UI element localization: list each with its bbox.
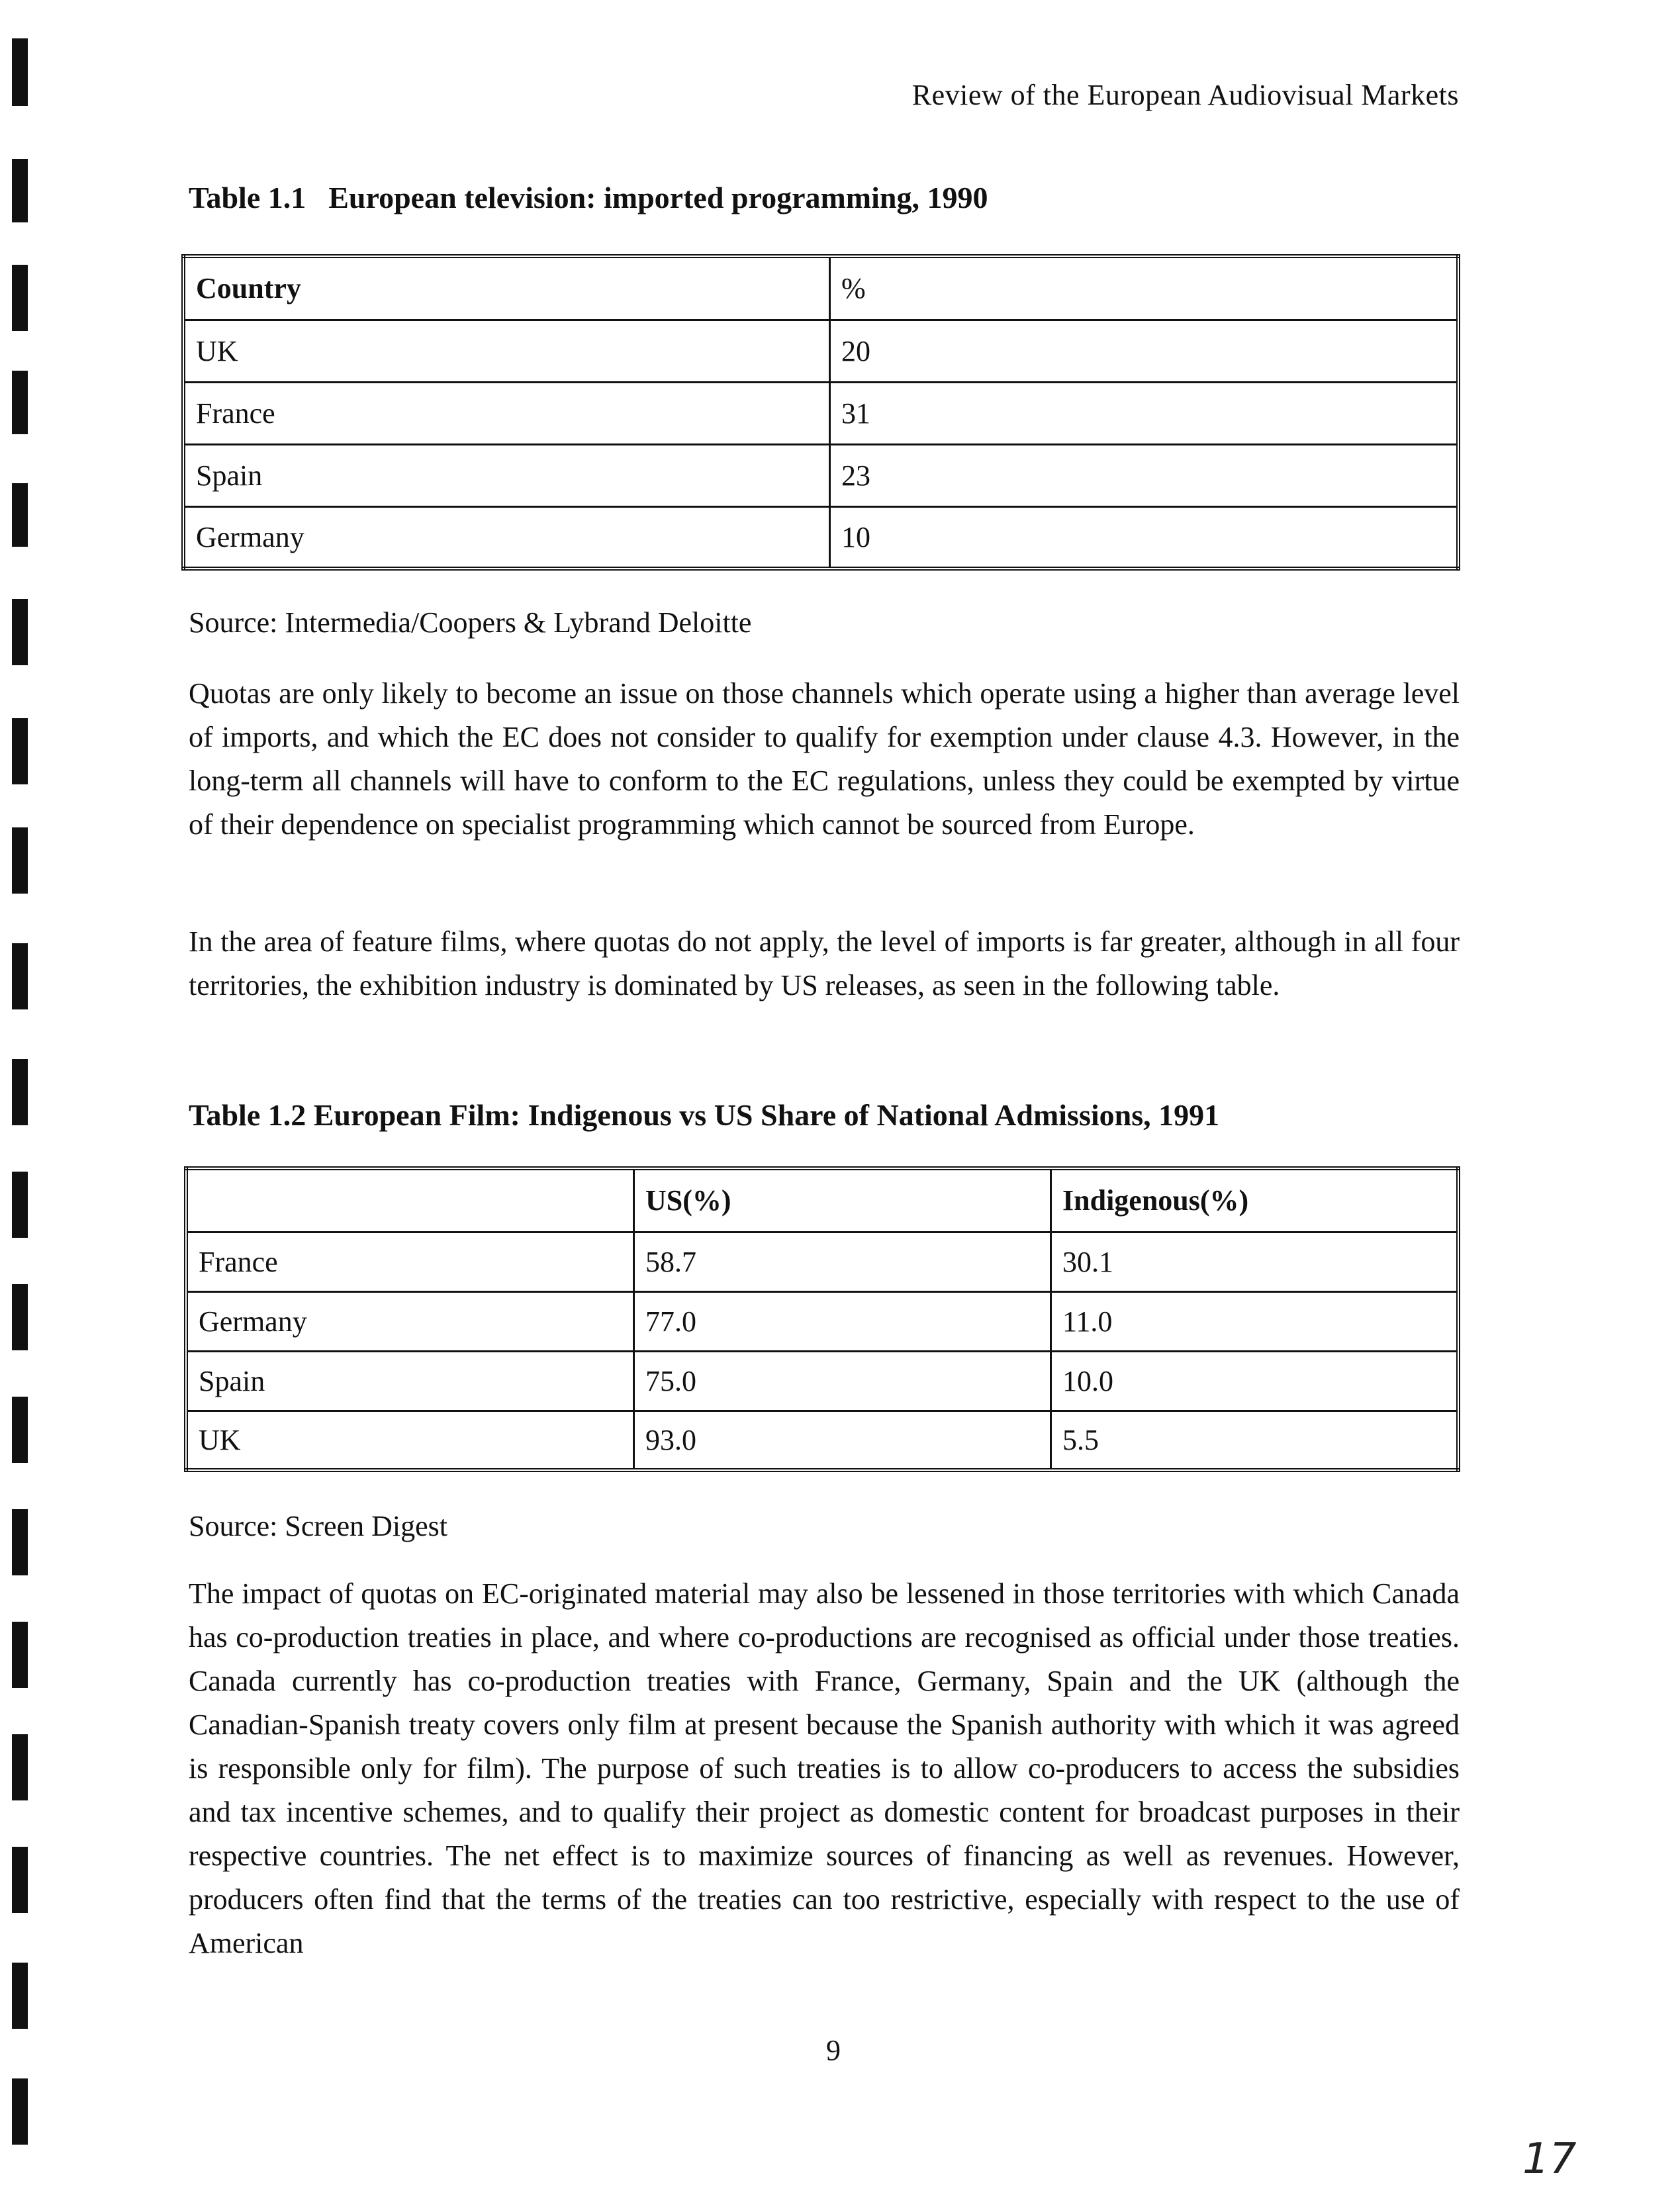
table-2-header-us: US(%) <box>634 1168 1051 1232</box>
table-cell: Germany <box>186 1291 634 1351</box>
table-cell: France <box>186 1232 634 1291</box>
table-cell: 23 <box>830 444 1459 506</box>
table-cell: 20 <box>830 320 1459 382</box>
binding-mark <box>12 265 28 331</box>
binding-mark <box>12 1397 28 1463</box>
table-cell: 75.0 <box>634 1351 1051 1411</box>
table-1-header-country: Country <box>183 256 830 320</box>
table-cell: Spain <box>186 1351 634 1411</box>
binding-mark <box>12 371 28 434</box>
table-row <box>186 1232 1458 1291</box>
binding-mark <box>12 1847 28 1913</box>
table-cell: 93.0 <box>634 1411 1051 1470</box>
binding-mark <box>12 1509 28 1575</box>
table-row <box>183 506 1458 569</box>
table-row <box>186 1291 1458 1351</box>
binding-mark <box>12 2078 28 2145</box>
binding-mark <box>12 1963 28 2029</box>
table-cell: Spain <box>183 444 830 506</box>
table-1-source: Source: Intermedia/Coopers & Lybrand Deloitte <box>189 606 752 639</box>
table-1-header-percent: % <box>830 256 1459 320</box>
binding-mark <box>12 599 28 665</box>
binding-mark <box>12 483 28 547</box>
table-2-title: Table 1.2 European Film: Indigenous vs US Share of National Admissions, 1991 <box>189 1098 1220 1132</box>
table-cell: 58.7 <box>634 1232 1051 1291</box>
binding-mark <box>12 827 28 894</box>
binding-mark <box>12 1734 28 1800</box>
binding-mark <box>12 1622 28 1688</box>
table-cell: 10 <box>830 506 1459 569</box>
table-row <box>183 382 1458 444</box>
table-2-header-row <box>186 1168 1458 1232</box>
table-cell: UK <box>183 320 830 382</box>
paragraph-co-production: The impact of quotas on EC-originated material may also be lessened in those territories with which Canada has co-production treaties in place, and where co-productions are recognised as official under those treaties. Canada currently has co-production treaties with France, Germany, Spain and the UK (although the Canadian-Spanish treaty covers only film at present because the Spanish authority with which it was agreed is responsible only for film). The purpose of such treaties is to allow co-producers to access the subsidies and tax incentive schemes, and to qualify their project as domestic content for broadcast purposes in their respective countries. The net effect is to maximize sources of financing as well as revenues. However, producers often find that the terms of the treaties can too restrictive, especially with respect to the use of American <box>189 1577 1460 1959</box>
table-cell: France <box>183 382 830 444</box>
table-2-source: Source: Screen Digest <box>189 1510 447 1542</box>
binding-mark <box>12 1059 28 1125</box>
binding-mark <box>12 943 28 1009</box>
table-row <box>186 1411 1458 1470</box>
binding-mark <box>12 38 28 106</box>
table-cell: 11.0 <box>1051 1291 1459 1351</box>
table-1 <box>181 254 1460 571</box>
binding-mark <box>12 1172 28 1238</box>
handwritten-annotation: 17 <box>1522 2135 1577 2184</box>
binding-marks <box>12 0 32 2187</box>
binding-mark <box>12 1284 28 1350</box>
binding-mark <box>12 718 28 784</box>
table-cell: UK <box>186 1411 634 1470</box>
page-number: 9 <box>826 2034 841 2067</box>
table-cell: 30.1 <box>1051 1232 1459 1291</box>
table-2-header-blank <box>186 1168 634 1232</box>
table-2-header-indigenous: Indigenous(%) <box>1051 1168 1459 1232</box>
table-cell: 10.0 <box>1051 1351 1459 1411</box>
table-cell: 5.5 <box>1051 1411 1459 1470</box>
table-1-header-row <box>183 256 1458 320</box>
table-2 <box>184 1166 1460 1472</box>
table-1-title: European television: imported programming, 1990 <box>328 181 988 214</box>
table-1-number: Table 1.1 <box>189 181 306 214</box>
running-header: Review of the European Audiovisual Markets <box>911 79 1459 111</box>
paragraph-feature-films: In the area of feature films, where quotas do not apply, the level of imports is far greater, although in all four territories, the exhibition industry is dominated by US releases, as seen in the following table. <box>189 925 1460 1001</box>
table-cell: 31 <box>830 382 1459 444</box>
table-cell: Germany <box>183 506 830 569</box>
paragraph-quotas: Quotas are only likely to become an issue on those channels which operate using a higher than average level of imports, and which the EC does not consider to qualify for exemption under clause 4.3. However, in the long-term all channels will have to conform to the EC regulations, unless they could be exempted by virtue of their dependence on specialist programming which cannot be sourced from Europe. <box>189 677 1460 841</box>
table-row <box>186 1351 1458 1411</box>
table-row <box>183 320 1458 382</box>
table-cell: 77.0 <box>634 1291 1051 1351</box>
table-row <box>183 444 1458 506</box>
binding-mark <box>12 159 28 222</box>
table-1-caption <box>189 180 988 215</box>
